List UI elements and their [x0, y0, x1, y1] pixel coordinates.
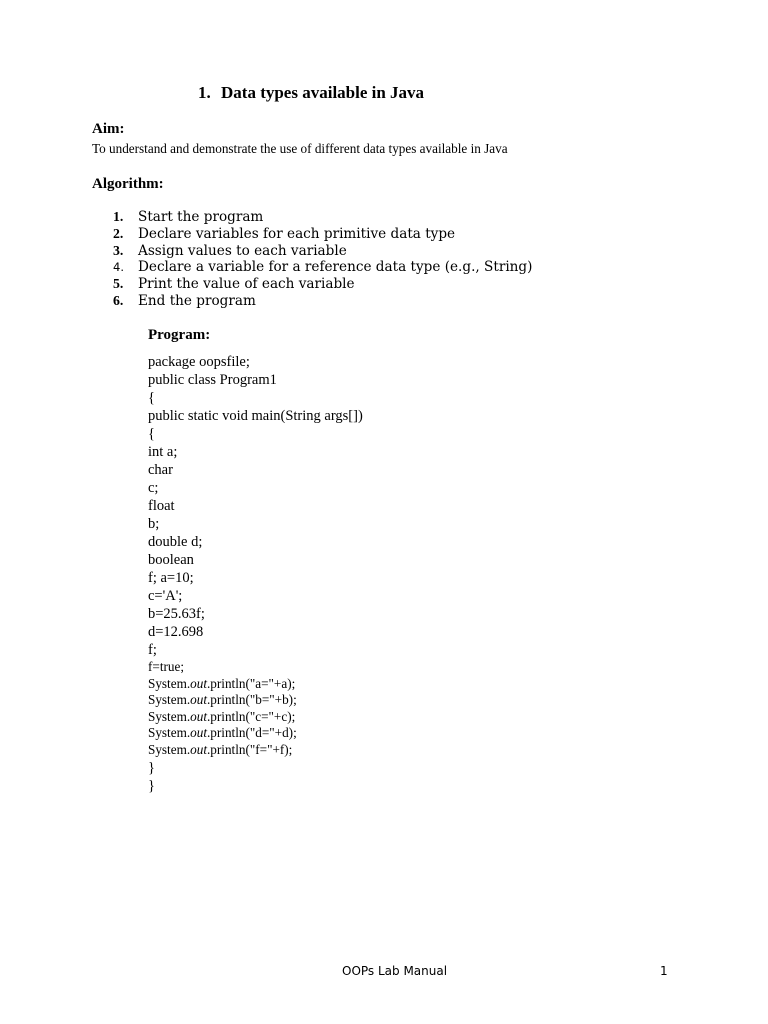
code-line: public class Program1 — [148, 372, 277, 388]
algorithm-step — [113, 226, 532, 243]
step-text: End the program — [138, 292, 256, 309]
code-line: } — [148, 777, 155, 794]
code-segment: System. — [148, 741, 191, 757]
code-line: b; — [148, 516, 160, 532]
code-line: c='A'; — [148, 588, 183, 604]
page-title — [198, 83, 424, 103]
code-segment-italic: out — [190, 725, 207, 741]
code-line: double d; — [148, 534, 203, 550]
code-segment: .println("b="+b); — [207, 692, 297, 708]
algorithm-steps — [113, 209, 532, 310]
step-text: Print the value of each variable — [138, 276, 355, 293]
step-text: Start the program — [138, 209, 264, 225]
code-line-print — [148, 709, 363, 726]
code-segment: System. — [148, 708, 191, 724]
algorithm-step — [113, 259, 532, 276]
algorithm-step — [113, 209, 532, 226]
page-number: 1 — [660, 964, 668, 978]
algorithm-step — [113, 293, 532, 310]
code-segment-italic: out — [190, 692, 207, 708]
algorithm-heading: Algorithm: — [92, 176, 164, 192]
code-line: boolean — [148, 552, 194, 568]
step-number: 4. — [113, 260, 124, 275]
code-segment-italic: out — [190, 741, 207, 757]
code-segment: .println("c="+c); — [207, 708, 296, 724]
code-segment-italic: out — [190, 675, 207, 691]
step-text: Assign values to each variable — [138, 242, 347, 259]
step-number: 2. — [113, 225, 124, 241]
code-line: { — [148, 390, 155, 406]
code-line-print — [148, 676, 363, 693]
title-number: 1. — [198, 83, 211, 102]
code-line: f; a=10; — [148, 570, 194, 586]
program-code — [148, 353, 363, 795]
code-line: c; — [148, 480, 159, 496]
code-segment-italic: out — [190, 708, 207, 724]
code-segment: System. — [148, 725, 191, 741]
code-line: float — [148, 498, 175, 514]
code-line: b=25.63f; — [148, 606, 205, 622]
step-number: 6. — [113, 292, 124, 308]
code-line: f; — [148, 642, 157, 658]
step-number: 1. — [113, 209, 124, 224]
aim-heading: Aim: — [92, 121, 125, 137]
code-line: int a; — [148, 444, 178, 460]
code-line: f=true; — [148, 659, 184, 674]
code-line-print — [148, 692, 363, 709]
step-number: 5. — [113, 276, 124, 292]
algorithm-step — [113, 276, 532, 293]
program-heading: Program: — [148, 327, 211, 343]
algorithm-step — [113, 243, 532, 260]
code-line: char — [148, 462, 173, 478]
code-line: public static void main(String args[]) — [148, 408, 363, 424]
code-line: package oopsfile; — [148, 354, 250, 370]
step-text: Declare a variable for a reference data type (e.g., String) — [138, 259, 533, 276]
code-segment: .println("a="+a); — [207, 675, 296, 691]
code-segment: .println("d="+d); — [207, 725, 297, 741]
step-text: Declare variables for each primitive data type — [138, 225, 456, 242]
step-number: 3. — [113, 242, 124, 258]
code-line-print — [148, 725, 363, 742]
title-text: Data types available in Java — [221, 83, 425, 102]
code-segment: System. — [148, 692, 191, 708]
aim-text: To understand and demonstrate the use of different data types available in Java — [92, 141, 508, 156]
code-segment: System. — [148, 675, 191, 691]
code-segment: .println("f="+f); — [207, 741, 293, 757]
code-line: d=12.698 — [148, 624, 204, 640]
footer-label: OOPs Lab Manual — [342, 964, 448, 978]
code-line-print — [148, 742, 363, 759]
code-line: { — [148, 426, 155, 442]
code-line: } — [148, 759, 155, 776]
